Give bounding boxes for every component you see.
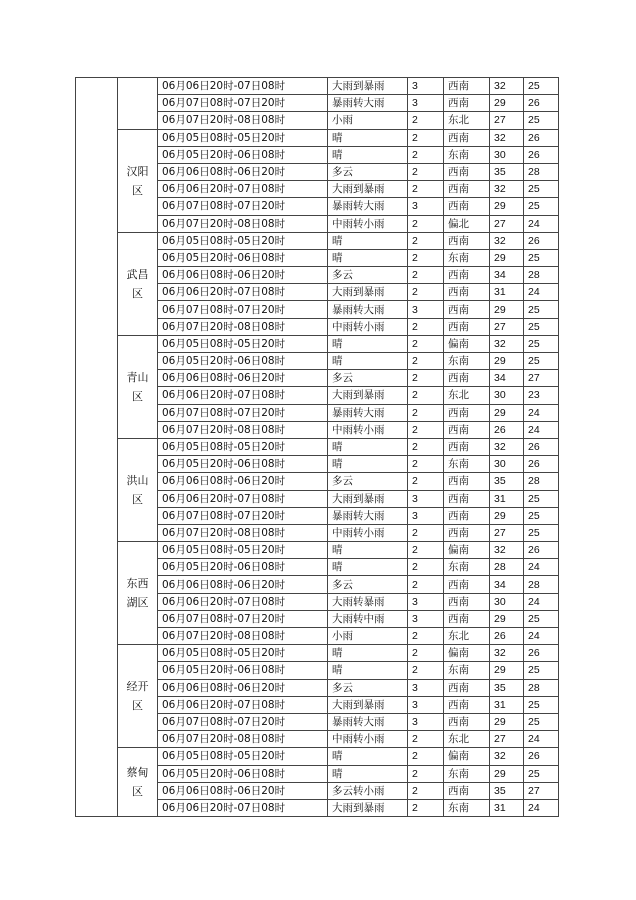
min-temp-cell: 25 (524, 713, 559, 730)
wind-level-cell: 2 (408, 473, 444, 490)
wind-level-cell: 2 (408, 129, 444, 146)
wind-direction-cell: 偏南 (444, 748, 490, 765)
min-temp-cell: 24 (524, 284, 559, 301)
wind-level-cell: 3 (408, 696, 444, 713)
min-temp-cell: 28 (524, 163, 559, 180)
weather-cell: 大雨到暴雨 (328, 696, 408, 713)
max-temp-cell: 31 (490, 799, 524, 816)
wind-level-cell: 3 (408, 301, 444, 318)
max-temp-cell: 32 (490, 181, 524, 198)
wind-direction-cell: 西南 (444, 679, 490, 696)
weather-cell: 暴雨转大雨 (328, 301, 408, 318)
min-temp-cell: 25 (524, 610, 559, 627)
weather-cell: 晴 (328, 232, 408, 249)
district-name: 东西湖区 (126, 577, 149, 610)
wind-direction-cell: 西南 (444, 318, 490, 335)
period-cell: 06月05日20时-06日08时 (158, 559, 328, 576)
period-cell: 06月07日20时-08日08时 (158, 318, 328, 335)
weather-cell: 大雨到暴雨 (328, 799, 408, 816)
forecast-table-body (76, 78, 559, 817)
min-temp-cell: 24 (524, 421, 559, 438)
wind-direction-cell: 西南 (444, 713, 490, 730)
weather-cell: 暴雨转大雨 (328, 713, 408, 730)
min-temp-cell: 28 (524, 576, 559, 593)
wind-level-cell: 2 (408, 421, 444, 438)
weather-cell: 晴 (328, 456, 408, 473)
wind-direction-cell: 东南 (444, 353, 490, 370)
min-temp-cell: 25 (524, 181, 559, 198)
min-temp-cell: 27 (524, 370, 559, 387)
wind-direction-cell: 西南 (444, 438, 490, 455)
wind-level-cell: 2 (408, 146, 444, 163)
forecast-table (75, 77, 559, 817)
wind-direction-cell: 东南 (444, 146, 490, 163)
table-row (76, 748, 559, 765)
wind-direction-cell: 东南 (444, 662, 490, 679)
max-temp-cell: 30 (490, 387, 524, 404)
min-temp-cell: 23 (524, 387, 559, 404)
wind-level-cell: 2 (408, 370, 444, 387)
table-row (76, 645, 559, 662)
wind-level-cell: 2 (408, 353, 444, 370)
wind-direction-cell: 东北 (444, 731, 490, 748)
wind-direction-cell: 东北 (444, 628, 490, 645)
period-cell: 06月06日20时-07日08时 (158, 284, 328, 301)
period-cell: 06月06日20时-07日08时 (158, 696, 328, 713)
min-temp-cell: 25 (524, 507, 559, 524)
wind-level-cell: 2 (408, 524, 444, 541)
min-temp-cell: 24 (524, 628, 559, 645)
weather-cell: 晴 (328, 146, 408, 163)
period-cell: 06月06日08时-06日20时 (158, 679, 328, 696)
wind-direction-cell: 东北 (444, 387, 490, 404)
wind-level-cell: 2 (408, 404, 444, 421)
wind-level-cell: 3 (408, 679, 444, 696)
weather-cell: 晴 (328, 353, 408, 370)
min-temp-cell: 26 (524, 748, 559, 765)
max-temp-cell: 30 (490, 456, 524, 473)
max-temp-cell: 29 (490, 507, 524, 524)
max-temp-cell: 29 (490, 662, 524, 679)
wind-level-cell: 2 (408, 456, 444, 473)
wind-direction-cell: 西南 (444, 524, 490, 541)
wind-level-cell: 2 (408, 799, 444, 816)
max-temp-cell: 32 (490, 542, 524, 559)
max-temp-cell: 29 (490, 353, 524, 370)
max-temp-cell: 31 (490, 696, 524, 713)
max-temp-cell: 29 (490, 95, 524, 112)
min-temp-cell: 24 (524, 593, 559, 610)
period-cell: 06月07日08时-07日20时 (158, 198, 328, 215)
wind-direction-cell: 西南 (444, 576, 490, 593)
wind-direction-cell: 西南 (444, 284, 490, 301)
max-temp-cell: 29 (490, 765, 524, 782)
max-temp-cell: 35 (490, 679, 524, 696)
weather-cell: 晴 (328, 249, 408, 266)
max-temp-cell: 27 (490, 112, 524, 129)
period-cell: 06月06日08时-06日20时 (158, 473, 328, 490)
min-temp-cell: 26 (524, 456, 559, 473)
min-temp-cell: 25 (524, 78, 559, 95)
max-temp-cell: 32 (490, 748, 524, 765)
wind-direction-cell: 西南 (444, 421, 490, 438)
min-temp-cell: 26 (524, 542, 559, 559)
min-temp-cell: 24 (524, 799, 559, 816)
weather-cell: 晴 (328, 748, 408, 765)
period-cell: 06月05日08时-05日20时 (158, 645, 328, 662)
weather-cell: 晴 (328, 438, 408, 455)
min-temp-cell: 25 (524, 112, 559, 129)
period-cell: 06月07日08时-07日20时 (158, 95, 328, 112)
min-temp-cell: 25 (524, 696, 559, 713)
wind-level-cell: 2 (408, 318, 444, 335)
min-temp-cell: 25 (524, 318, 559, 335)
wind-direction-cell: 西南 (444, 696, 490, 713)
period-cell: 06月06日08时-06日20时 (158, 782, 328, 799)
wind-direction-cell: 东南 (444, 799, 490, 816)
period-cell: 06月05日08时-05日20时 (158, 335, 328, 352)
wind-direction-cell: 西南 (444, 593, 490, 610)
weather-cell: 中雨转小雨 (328, 524, 408, 541)
min-temp-cell: 26 (524, 95, 559, 112)
weather-cell: 大雨到暴雨 (328, 284, 408, 301)
max-temp-cell: 30 (490, 593, 524, 610)
wind-level-cell: 2 (408, 112, 444, 129)
wind-direction-cell: 西南 (444, 95, 490, 112)
wind-direction-cell: 西南 (444, 129, 490, 146)
max-temp-cell: 35 (490, 163, 524, 180)
district-cell (118, 78, 158, 130)
district-cell (118, 335, 158, 438)
period-cell: 06月05日08时-05日20时 (158, 232, 328, 249)
period-cell: 06月06日08时-06日20时 (158, 163, 328, 180)
wind-direction-cell: 西南 (444, 370, 490, 387)
period-cell: 06月05日08时-05日20时 (158, 438, 328, 455)
wind-direction-cell: 西南 (444, 163, 490, 180)
max-temp-cell: 26 (490, 628, 524, 645)
district-cell (118, 542, 158, 645)
wind-direction-cell: 西南 (444, 181, 490, 198)
max-temp-cell: 31 (490, 490, 524, 507)
period-cell: 06月05日20时-06日08时 (158, 249, 328, 266)
max-temp-cell: 29 (490, 249, 524, 266)
wind-level-cell: 2 (408, 335, 444, 352)
min-temp-cell: 25 (524, 765, 559, 782)
wind-direction-cell: 西南 (444, 232, 490, 249)
weather-cell: 晴 (328, 129, 408, 146)
period-cell: 06月06日20时-07日08时 (158, 593, 328, 610)
min-temp-cell: 25 (524, 490, 559, 507)
wind-direction-cell: 西南 (444, 610, 490, 627)
wind-level-cell: 2 (408, 662, 444, 679)
min-temp-cell: 26 (524, 146, 559, 163)
weather-cell: 晴 (328, 335, 408, 352)
period-cell: 06月05日20时-06日08时 (158, 456, 328, 473)
wind-level-cell: 3 (408, 610, 444, 627)
max-temp-cell: 26 (490, 421, 524, 438)
min-temp-cell: 27 (524, 782, 559, 799)
district-name: 蔡甸区 (126, 766, 149, 799)
table-row (76, 542, 559, 559)
min-temp-cell: 25 (524, 353, 559, 370)
max-temp-cell: 32 (490, 335, 524, 352)
period-cell: 06月07日08时-07日20时 (158, 507, 328, 524)
wind-level-cell: 2 (408, 215, 444, 232)
max-temp-cell: 27 (490, 318, 524, 335)
weather-cell: 多云 (328, 163, 408, 180)
period-cell: 06月07日20时-08日08时 (158, 421, 328, 438)
period-cell: 06月07日20时-08日08时 (158, 628, 328, 645)
weather-cell: 中雨转小雨 (328, 318, 408, 335)
weather-cell: 多云 (328, 679, 408, 696)
wind-level-cell: 2 (408, 267, 444, 284)
wind-level-cell: 2 (408, 284, 444, 301)
table-row (76, 438, 559, 455)
weather-cell: 大雨到暴雨 (328, 78, 408, 95)
wind-level-cell: 3 (408, 95, 444, 112)
period-cell: 06月07日20时-08日08时 (158, 112, 328, 129)
min-temp-cell: 24 (524, 559, 559, 576)
period-cell: 06月05日20时-06日08时 (158, 353, 328, 370)
max-temp-cell: 32 (490, 78, 524, 95)
wind-direction-cell: 西南 (444, 490, 490, 507)
weather-cell: 小雨 (328, 112, 408, 129)
max-temp-cell: 27 (490, 731, 524, 748)
max-temp-cell: 30 (490, 146, 524, 163)
min-temp-cell: 24 (524, 215, 559, 232)
min-temp-cell: 26 (524, 232, 559, 249)
min-temp-cell: 28 (524, 679, 559, 696)
period-cell: 06月06日20时-07日08时 (158, 78, 328, 95)
wind-level-cell: 2 (408, 163, 444, 180)
district-cell (118, 748, 158, 817)
wind-direction-cell: 东南 (444, 249, 490, 266)
wind-direction-cell: 西南 (444, 782, 490, 799)
wind-level-cell: 2 (408, 731, 444, 748)
period-cell: 06月06日20时-07日08时 (158, 799, 328, 816)
max-temp-cell: 27 (490, 524, 524, 541)
district-name: 洪山区 (126, 474, 149, 506)
weather-cell: 暴雨转大雨 (328, 507, 408, 524)
wind-direction-cell: 西南 (444, 78, 490, 95)
max-temp-cell: 32 (490, 129, 524, 146)
district-name: 武昌区 (126, 267, 149, 300)
max-temp-cell: 32 (490, 438, 524, 455)
weather-cell: 晴 (328, 559, 408, 576)
weather-cell: 晴 (328, 765, 408, 782)
min-temp-cell: 25 (524, 662, 559, 679)
period-cell: 06月06日20时-07日08时 (158, 387, 328, 404)
min-temp-cell: 25 (524, 249, 559, 266)
weather-cell: 小雨 (328, 628, 408, 645)
district-cell (118, 438, 158, 541)
city-cell (76, 78, 118, 817)
wind-direction-cell: 偏南 (444, 542, 490, 559)
wind-direction-cell: 西南 (444, 301, 490, 318)
weather-cell: 晴 (328, 645, 408, 662)
wind-direction-cell: 偏南 (444, 645, 490, 662)
wind-level-cell: 3 (408, 593, 444, 610)
wind-direction-cell: 西南 (444, 507, 490, 524)
period-cell: 06月07日08时-07日20时 (158, 301, 328, 318)
weather-cell: 多云转小雨 (328, 782, 408, 799)
period-cell: 06月07日08时-07日20时 (158, 404, 328, 421)
period-cell: 06月06日20时-07日08时 (158, 181, 328, 198)
period-cell: 06月07日20时-08日08时 (158, 731, 328, 748)
wind-level-cell: 3 (408, 713, 444, 730)
max-temp-cell: 27 (490, 215, 524, 232)
weather-cell: 暴雨转大雨 (328, 198, 408, 215)
weather-cell: 多云 (328, 267, 408, 284)
max-temp-cell: 29 (490, 198, 524, 215)
wind-direction-cell: 东南 (444, 559, 490, 576)
wind-direction-cell: 偏北 (444, 215, 490, 232)
district-cell (118, 129, 158, 232)
wind-level-cell: 3 (408, 78, 444, 95)
max-temp-cell: 34 (490, 576, 524, 593)
district-cell (118, 232, 158, 335)
district-name: 青山区 (126, 370, 149, 403)
period-cell: 06月05日20时-06日08时 (158, 662, 328, 679)
min-temp-cell: 26 (524, 645, 559, 662)
district-name: 经开区 (126, 680, 149, 713)
wind-level-cell: 2 (408, 542, 444, 559)
max-temp-cell: 35 (490, 782, 524, 799)
period-cell: 06月05日08时-05日20时 (158, 542, 328, 559)
period-cell: 06月05日20时-06日08时 (158, 765, 328, 782)
wind-level-cell: 2 (408, 249, 444, 266)
wind-direction-cell: 西南 (444, 267, 490, 284)
period-cell: 06月05日08时-05日20时 (158, 129, 328, 146)
min-temp-cell: 26 (524, 438, 559, 455)
wind-level-cell: 3 (408, 198, 444, 215)
table-row (76, 129, 559, 146)
wind-level-cell: 2 (408, 387, 444, 404)
wind-level-cell: 2 (408, 438, 444, 455)
weather-cell: 中雨转小雨 (328, 215, 408, 232)
table-row (76, 78, 559, 95)
wind-level-cell: 2 (408, 782, 444, 799)
wind-direction-cell: 东南 (444, 765, 490, 782)
wind-direction-cell: 西南 (444, 404, 490, 421)
weather-cell: 大雨到暴雨 (328, 387, 408, 404)
min-temp-cell: 25 (524, 335, 559, 352)
wind-level-cell: 2 (408, 645, 444, 662)
weather-cell: 晴 (328, 662, 408, 679)
weather-cell: 多云 (328, 370, 408, 387)
weather-cell: 大雨转暴雨 (328, 593, 408, 610)
wind-level-cell: 3 (408, 490, 444, 507)
weather-cell: 大雨转中雨 (328, 610, 408, 627)
max-temp-cell: 28 (490, 559, 524, 576)
period-cell: 06月05日08时-05日20时 (158, 748, 328, 765)
min-temp-cell: 24 (524, 404, 559, 421)
period-cell: 06月06日08时-06日20时 (158, 267, 328, 284)
wind-level-cell: 2 (408, 628, 444, 645)
weather-cell: 多云 (328, 473, 408, 490)
max-temp-cell: 35 (490, 473, 524, 490)
max-temp-cell: 31 (490, 284, 524, 301)
min-temp-cell: 25 (524, 301, 559, 318)
weather-cell: 大雨到暴雨 (328, 181, 408, 198)
table-row (76, 335, 559, 352)
weather-cell: 多云 (328, 576, 408, 593)
period-cell: 06月05日20时-06日08时 (158, 146, 328, 163)
wind-direction-cell: 东南 (444, 456, 490, 473)
period-cell: 06月07日08时-07日20时 (158, 610, 328, 627)
weather-cell: 中雨转小雨 (328, 421, 408, 438)
max-temp-cell: 29 (490, 301, 524, 318)
weather-cell: 大雨到暴雨 (328, 490, 408, 507)
district-name: 汉阳区 (126, 164, 149, 197)
max-temp-cell: 34 (490, 267, 524, 284)
table-row (76, 232, 559, 249)
wind-level-cell: 2 (408, 559, 444, 576)
min-temp-cell: 28 (524, 267, 559, 284)
max-temp-cell: 29 (490, 610, 524, 627)
max-temp-cell: 34 (490, 370, 524, 387)
period-cell: 06月06日08时-06日20时 (158, 576, 328, 593)
wind-direction-cell: 东北 (444, 112, 490, 129)
wind-level-cell: 3 (408, 507, 444, 524)
period-cell: 06月07日08时-07日20时 (158, 713, 328, 730)
weather-cell: 中雨转小雨 (328, 731, 408, 748)
max-temp-cell: 29 (490, 713, 524, 730)
wind-level-cell: 2 (408, 181, 444, 198)
wind-level-cell: 2 (408, 576, 444, 593)
period-cell: 06月07日20时-08日08时 (158, 524, 328, 541)
district-cell (118, 645, 158, 748)
wind-level-cell: 2 (408, 765, 444, 782)
max-temp-cell: 32 (490, 645, 524, 662)
min-temp-cell: 28 (524, 473, 559, 490)
wind-direction-cell: 西南 (444, 198, 490, 215)
period-cell: 06月07日20时-08日08时 (158, 215, 328, 232)
wind-level-cell: 2 (408, 232, 444, 249)
min-temp-cell: 24 (524, 731, 559, 748)
wind-direction-cell: 偏南 (444, 335, 490, 352)
min-temp-cell: 26 (524, 129, 559, 146)
period-cell: 06月06日08时-06日20时 (158, 370, 328, 387)
period-cell: 06月06日20时-07日08时 (158, 490, 328, 507)
max-temp-cell: 32 (490, 232, 524, 249)
wind-direction-cell: 西南 (444, 473, 490, 490)
weather-cell: 暴雨转大雨 (328, 95, 408, 112)
min-temp-cell: 25 (524, 198, 559, 215)
max-temp-cell: 29 (490, 404, 524, 421)
min-temp-cell: 25 (524, 524, 559, 541)
weather-cell: 暴雨转大雨 (328, 404, 408, 421)
weather-cell: 晴 (328, 542, 408, 559)
wind-level-cell: 2 (408, 748, 444, 765)
